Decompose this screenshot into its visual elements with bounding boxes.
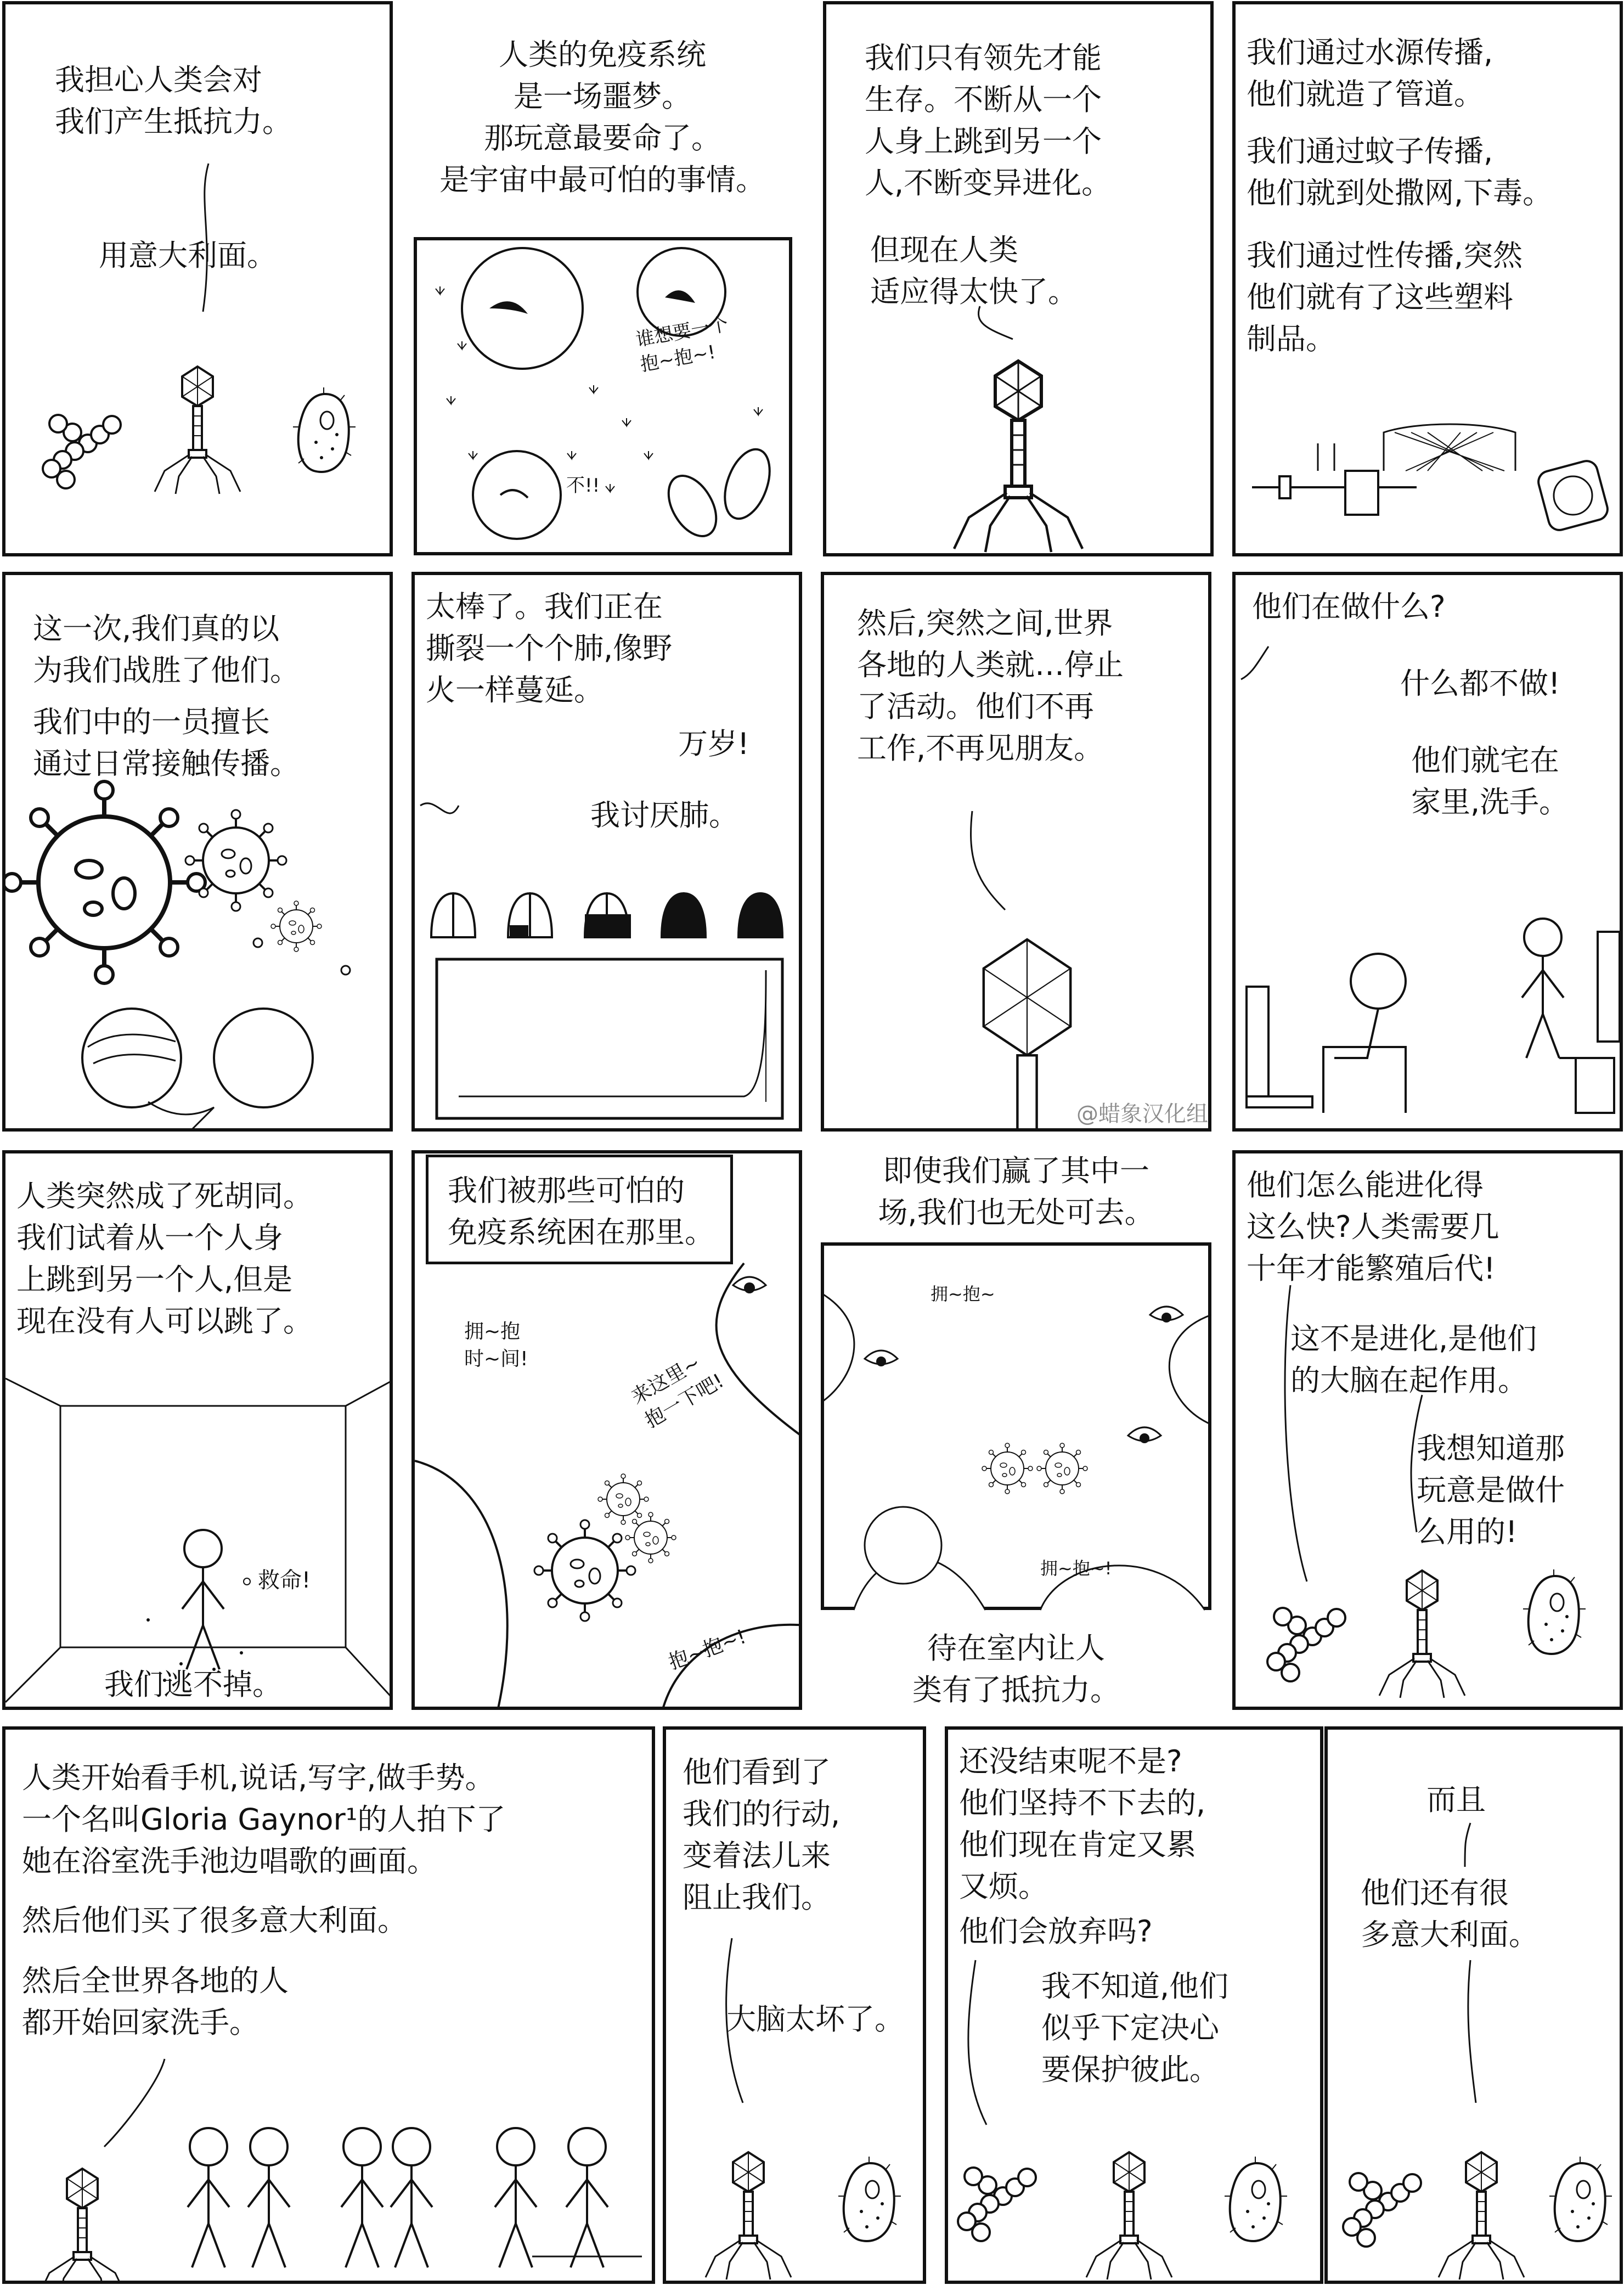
caption: 然后全世界各地的人 都开始回家洗手。	[22, 1963, 289, 2040]
bacterium	[293, 387, 356, 472]
speech: 大脑太坏了。	[726, 2002, 904, 2036]
panel-3-3	[821, 1150, 1211, 1710]
bacterium	[1523, 1569, 1586, 1654]
speech: 我不知道,他们 似乎下定决心 要保护彼此。	[1041, 1969, 1229, 2087]
speech: 万岁!	[678, 727, 749, 761]
speech: 他们在做什么?	[1252, 589, 1446, 624]
speech: 这不是进化,是他们 的大脑在起作用。	[1290, 1321, 1537, 1398]
speech: 来这里~ 抱一下吧!	[627, 1351, 728, 1433]
panel-4-3	[945, 1726, 1323, 2284]
speech: 他们就宅在 家里,洗手。	[1411, 743, 1569, 819]
tv	[1247, 987, 1268, 1096]
speech: 抱~抱~!	[666, 1625, 749, 1674]
panel-4-4-art	[1328, 1730, 1623, 2284]
speech: 拥~抱~	[931, 1284, 995, 1304]
caption: 我们通过性传播,突然 他们就有了这些塑料 制品。	[1247, 238, 1523, 356]
speech: 他们还有很 多意大利面。	[1361, 1876, 1538, 1952]
caption: 人类的免疫系统 是一场噩梦。 那玩意最要命了。 是宇宙中最可怕的事情。	[439, 37, 765, 197]
streptococcus	[43, 415, 121, 488]
panel-1-2-art	[407, 1, 798, 556]
bacterium	[1225, 2157, 1287, 2241]
phage	[984, 939, 1070, 1132]
phage	[155, 367, 240, 494]
panel-1-2	[407, 1, 798, 556]
panel-2-4-art	[1236, 575, 1623, 1132]
person	[391, 2128, 432, 2267]
speech: 我想知道那 玩意是做什 么用的!	[1417, 1431, 1565, 1549]
streptococcus	[1343, 2173, 1421, 2247]
caption: 待在室内让人 类有了抵抗力。	[912, 1631, 1120, 1707]
speech: 不!!	[566, 475, 600, 497]
caption: 但现在人类 适应得太快了。	[870, 233, 1078, 309]
coronavirus	[3, 781, 205, 983]
caption: 这一次,我们真的以 为我们战胜了他们。	[33, 611, 300, 688]
person	[341, 2128, 383, 2267]
caption: 我们通过水源传播, 他们就造了管道。	[1247, 35, 1493, 111]
coronavirus	[1037, 1443, 1087, 1494]
panel-4-2	[663, 1726, 926, 2284]
watermark: @蜡象汉化组	[1076, 1101, 1208, 1127]
caption: 我们被那些可怕的 免疫系统困在那里。	[448, 1173, 714, 1250]
coronavirus	[271, 901, 322, 952]
coronavirus	[625, 1512, 676, 1563]
caption: 然后他们买了很多意大利面。	[22, 1903, 407, 1938]
lungs-sequence	[431, 893, 782, 937]
caption: 人类开始看手机,说话,写字,做手势。 一个名叫Gloria Gaynor¹的人拍下了 她在浴室洗手池边唱歌的画面。	[22, 1760, 506, 1878]
caption: 我们只有领先才能 生存。不断从一个 人身上跳到另一个 人,不断变异进化。	[865, 41, 1112, 200]
panel-3-2-art	[415, 1153, 802, 1710]
bacterium	[838, 2157, 901, 2241]
person-washing-hands	[1522, 919, 1564, 1058]
caption: 用意大利面。	[99, 238, 277, 273]
person	[182, 1530, 224, 1669]
speech: 什么都不做!	[1400, 666, 1560, 701]
caption: 然后,突然之间,世界 各地的人类就…停止 了活动。他们不再 工作,不再见朋友。	[857, 606, 1124, 766]
phage	[1086, 2152, 1172, 2280]
speech: 他们会放弃吗?	[959, 1914, 1153, 1949]
panel-3-4	[1232, 1150, 1623, 1710]
streptococcus	[1267, 1608, 1345, 1681]
sink	[1559, 1058, 1614, 1113]
caption: 我们中的一员擅长 通过日常接触传播。	[33, 705, 300, 781]
person-singing	[495, 2128, 537, 2267]
phage	[40, 2169, 125, 2284]
panel-4-1	[2, 1726, 655, 2284]
panel-4-4	[1324, 1726, 1623, 2284]
panel-2-1	[2, 572, 393, 1132]
panel-3-3-art	[821, 1150, 1211, 1710]
panel-4-2-art	[666, 1730, 926, 2284]
panel-1-4-art	[1236, 4, 1623, 556]
panel-2-1-art	[5, 575, 393, 1132]
phage	[1379, 1571, 1465, 1698]
bacterium	[1549, 2157, 1612, 2241]
panel-2-2-art	[415, 575, 802, 1132]
phage	[706, 2152, 791, 2280]
coronavirus	[598, 1474, 649, 1524]
panel-3-4-art	[1236, 1153, 1623, 1710]
caption: 太棒了。我们正在 撕裂一个个肺,像野 火一样蔓延。	[426, 589, 673, 707]
panel-1-1	[2, 1, 393, 556]
panel-4-3-art	[948, 1730, 1323, 2284]
panel-2-3	[821, 572, 1211, 1132]
person-washing-hands	[566, 2128, 608, 2267]
person	[188, 2128, 229, 2267]
caption: 我们逃不掉。	[104, 1667, 282, 1702]
coronavirus	[982, 1443, 1033, 1494]
panel-4-1-art	[5, 1730, 655, 2284]
caption: 即使我们赢了其中一 场,我们也无处可去。	[878, 1153, 1154, 1230]
growth-chart	[437, 959, 782, 1118]
speech: 我讨厌肺。	[590, 798, 738, 832]
panel-2-3-art	[824, 575, 1211, 1132]
panel-1-1-art	[5, 4, 393, 556]
panel-1-4	[1232, 1, 1623, 556]
caption: 我担心人类会对 我们产生抵抗力。	[55, 63, 292, 139]
panel-3-1-art	[5, 1153, 393, 1710]
speech: 谁想要一个 抱~抱~!	[634, 313, 730, 376]
speech: 救命!	[258, 1568, 311, 1593]
speech: 而且	[1426, 1782, 1486, 1817]
phage	[954, 361, 1082, 552]
panel-3-2	[411, 1150, 802, 1710]
speech: 还没结束呢不是? 他们坚持不下去的, 他们现在肯定又累 又烦。	[959, 1744, 1206, 1904]
streptococcus	[958, 2168, 1036, 2241]
person	[248, 2128, 290, 2267]
panel-2-2	[411, 572, 802, 1132]
panel-1-3-art	[826, 4, 1214, 556]
panel-2-4	[1232, 572, 1623, 1132]
panel-3-1	[2, 1150, 393, 1710]
phage	[1439, 2152, 1524, 2280]
coronavirus	[534, 1520, 635, 1621]
caption: 我们通过蚊子传播, 他们就到处撒网,下毒。	[1247, 134, 1553, 210]
caption: 他们看到了 我们的行动, 变着法儿来 阻止我们。	[683, 1755, 841, 1915]
coronavirus	[185, 810, 286, 911]
caption: 人类突然成了死胡同。 我们试着从一个人身 上跳到另一个人,但是 现在没有人可以跳了。	[16, 1179, 313, 1338]
speech: 拥~抱~!	[1040, 1558, 1112, 1579]
panel-1-3	[823, 1, 1214, 556]
speech: 他们怎么能进化得 这么快?人类需要几 十年才能繁殖后代!	[1247, 1168, 1499, 1286]
speech: 拥~抱 时~间!	[464, 1320, 528, 1370]
